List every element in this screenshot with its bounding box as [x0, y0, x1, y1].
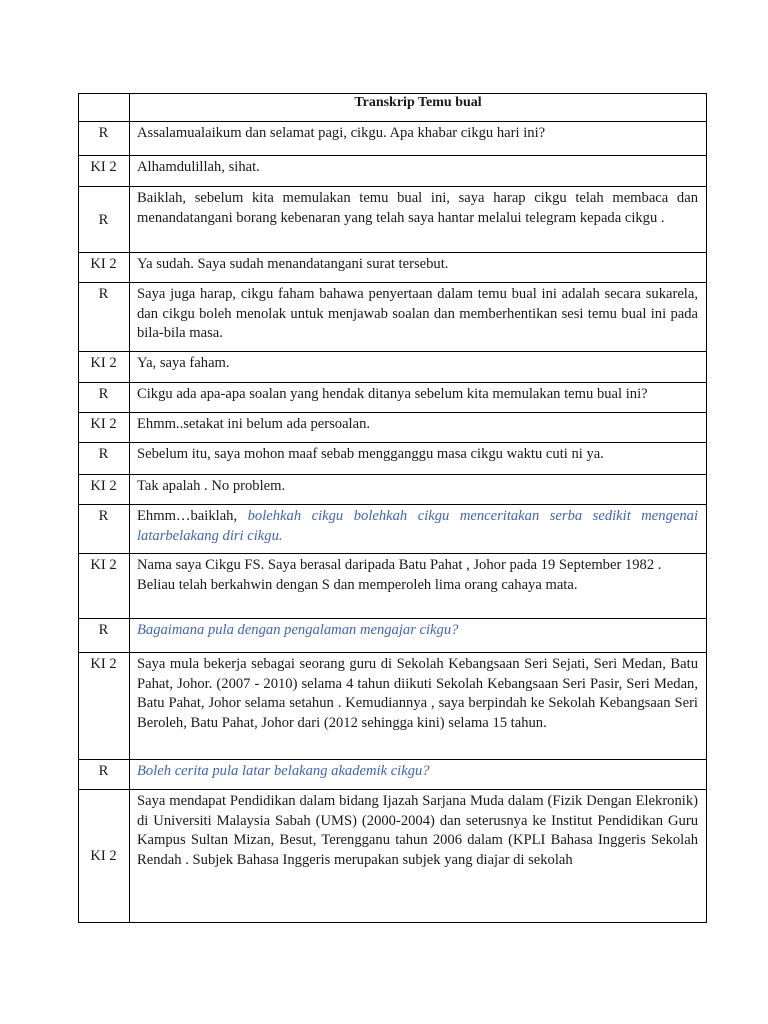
- transcript-table: [78, 93, 707, 923]
- speaker-cell: KI 2: [79, 413, 130, 443]
- speaker-cell: R: [79, 383, 130, 413]
- utterance-cell: Alhamdulillah, sihat.: [130, 156, 707, 187]
- utterance-line: Beliau telah berkahwin dengan S dan memperoleh lima orang cahaya mata.: [137, 576, 578, 593]
- utterance-cell: Saya juga harap, cikgu faham bahawa penyertaan dalam temu bual ini adalah secara sukarela, dan cikgu boleh menolak untuk menjawab soalan dan memberhentikan sesi temu bual ini pada bila-bila masa.: [130, 283, 707, 352]
- table-row: [79, 554, 707, 619]
- table-row: [79, 413, 707, 443]
- utterance-cell: Ya sudah. Saya sudah menandatangani surat tersebut.: [130, 253, 707, 283]
- utterance-text: Ehmm…baiklah,: [137, 508, 248, 524]
- utterance-cell: Assalamualaikum dan selamat pagi, cikgu. Apa khabar cikgu hari ini?: [130, 122, 707, 156]
- table-row: [79, 156, 707, 187]
- utterance-cell: [130, 554, 707, 619]
- utterance-cell: Baiklah, sebelum kita memulakan temu bual ini, saya harap cikgu telah membaca dan menandatangani borang kebenaran yang telah saya hantar melalui telegram kepada cikgu .: [130, 187, 707, 253]
- speaker-cell: KI 2: [79, 653, 130, 760]
- table-row: [79, 187, 707, 253]
- table-header-row: [79, 94, 707, 122]
- question-text: Boleh cerita pula latar belakang akademik cikgu?: [137, 763, 430, 779]
- table-row: [79, 383, 707, 413]
- speaker-cell: KI 2: [79, 475, 130, 505]
- header-blank-cell: [79, 94, 130, 122]
- utterance-cell: [130, 760, 707, 790]
- utterance-line: Nama saya Cikgu FS. Saya berasal daripada Batu Pahat , Johor pada 19 September 1982 .: [137, 557, 662, 573]
- utterance-cell: Ya, saya faham.: [130, 352, 707, 383]
- utterance-cell: Ehmm..setakat ini belum ada persoalan.: [130, 413, 707, 443]
- table-title: Transkrip Temu bual: [130, 94, 707, 122]
- speaker-cell: KI 2: [79, 790, 130, 923]
- utterance-cell: Saya mendapat Pendidikan dalam bidang Ijazah Sarjana Muda dalam (Fizik Dengan Elekronik) di Universiti Malaysia Sabah (UMS) (2000-2004) dan seterusnya ke Institut Pendidikan Guru Kampus Sultan Mizan, Besut, Terengganu tahun 2006 dalam (KPLI Bahasa Inggeris Sekolah Rendah . Subjek Bahasa Inggeris merupakan subjek yang diajar di sekolah: [130, 790, 707, 923]
- question-text: Bagaimana pula dengan pengalaman mengajar cikgu?: [137, 622, 459, 638]
- table-row: [79, 352, 707, 383]
- table-row: [79, 122, 707, 156]
- utterance-cell: Cikgu ada apa-apa soalan yang hendak ditanya sebelum kita memulakan temu bual ini?: [130, 383, 707, 413]
- speaker-cell: R: [79, 187, 130, 253]
- table-row: [79, 505, 707, 554]
- speaker-cell: KI 2: [79, 352, 130, 383]
- utterance-cell: [130, 619, 707, 653]
- table-row: [79, 653, 707, 760]
- utterance-cell: Sebelum itu, saya mohon maaf sebab mengganggu masa cikgu waktu cuti ni ya.: [130, 443, 707, 475]
- utterance-cell: Tak apalah . No problem.: [130, 475, 707, 505]
- speaker-cell: R: [79, 505, 130, 554]
- table-row: [79, 790, 707, 923]
- speaker-cell: R: [79, 122, 130, 156]
- table-row: [79, 475, 707, 505]
- question-text: bolehkah cikgu bolehkah cikgu menceritakan serba sedikit mengenai latarbelakang diri cikgu.: [137, 508, 699, 544]
- table-row: [79, 253, 707, 283]
- speaker-cell: R: [79, 619, 130, 653]
- speaker-cell: R: [79, 443, 130, 475]
- speaker-cell: R: [79, 760, 130, 790]
- table-row: [79, 619, 707, 653]
- table-row: [79, 760, 707, 790]
- speaker-cell: KI 2: [79, 253, 130, 283]
- speaker-cell: KI 2: [79, 156, 130, 187]
- speaker-cell: KI 2: [79, 554, 130, 619]
- table-row: [79, 443, 707, 475]
- utterance-cell: [130, 505, 707, 554]
- speaker-cell: R: [79, 283, 130, 352]
- utterance-cell: Saya mula bekerja sebagai seorang guru di Sekolah Kebangsaan Seri Sejati, Seri Medan, Batu Pahat, Johor. (2007 - 2010) selama 4 tahun diikuti Sekolah Kebangsaan Seri Pasir, Seri Medan, Batu Pahat, Johor selama setahun . Kemudiannya , saya berpindah ke Sekolah Kebangsaan Seri Beroleh, Batu Pahat, Johor dari (2012 sehingga kini) selama 15 tahun.: [130, 653, 707, 760]
- table-row: [79, 283, 707, 352]
